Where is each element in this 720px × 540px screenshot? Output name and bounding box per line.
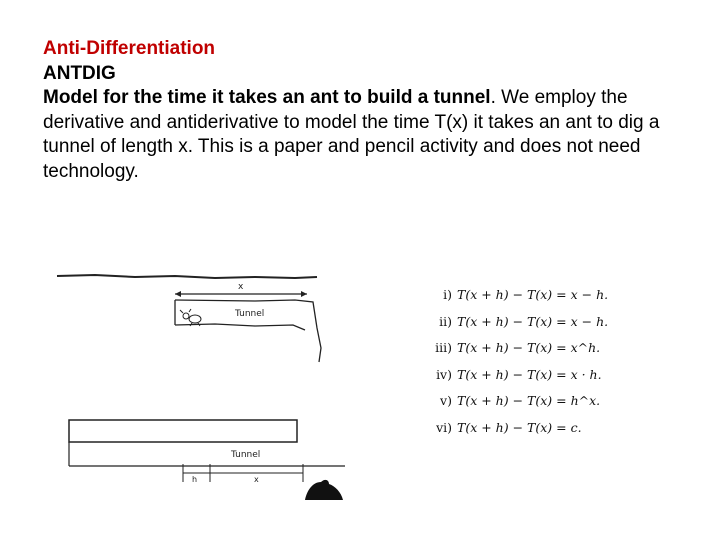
equation-number: i) <box>443 287 452 302</box>
equation-expression: T(x + h) − T(x) = x − h. <box>457 287 609 302</box>
equation-expression: T(x + h) − T(x) = x · h. <box>457 366 602 382</box>
label-x-bottom: x <box>254 475 259 484</box>
label-tunnel-bottom: Tunnel <box>231 450 261 460</box>
ground-surface-top <box>57 275 317 278</box>
equation-number: v) <box>440 393 452 408</box>
equation-number: iv) <box>436 366 452 382</box>
equation-number: ii) <box>439 313 452 329</box>
equation-row <box>425 314 608 341</box>
ant-icon-top <box>180 309 201 326</box>
label-x-top: x <box>238 282 244 292</box>
equation-expression: T(x + h) − T(x) = c. <box>457 419 582 435</box>
equation-row <box>425 420 608 447</box>
label-h: h <box>192 475 198 484</box>
activity-code: ANTDIG <box>43 62 116 84</box>
equation-row <box>425 367 608 394</box>
equation-expression: T(x + h) − T(x) = x^h. <box>457 340 601 355</box>
equation-row <box>425 393 608 420</box>
description-paragraph <box>43 86 683 184</box>
equation-row <box>425 340 608 367</box>
equation-row <box>425 287 608 314</box>
equation-expression: T(x + h) − T(x) = h^x. <box>457 393 601 408</box>
ant-tunnel-figure <box>55 268 355 513</box>
description-body: . We employ the derivative and antiderivative to model the time T(x) it takes an ant to dig a tunnel of length x. This is a paper and pencil activity and does not need technology. <box>43 87 660 182</box>
intro-text <box>43 37 683 184</box>
activity-title: Anti-Differentiation <box>43 38 216 59</box>
equation-number: vi) <box>436 419 452 435</box>
label-tunnel-top: Tunnel <box>235 309 265 319</box>
ground-block-bottom <box>69 420 297 442</box>
equation-number: iii) <box>435 340 452 355</box>
equation-expression: T(x + h) − T(x) = x − h. <box>457 313 609 329</box>
description-lead: Model for the time it takes an ant to build a tunnel <box>43 87 491 108</box>
ant-icon-bottom <box>305 480 343 500</box>
equation-list <box>425 287 608 446</box>
